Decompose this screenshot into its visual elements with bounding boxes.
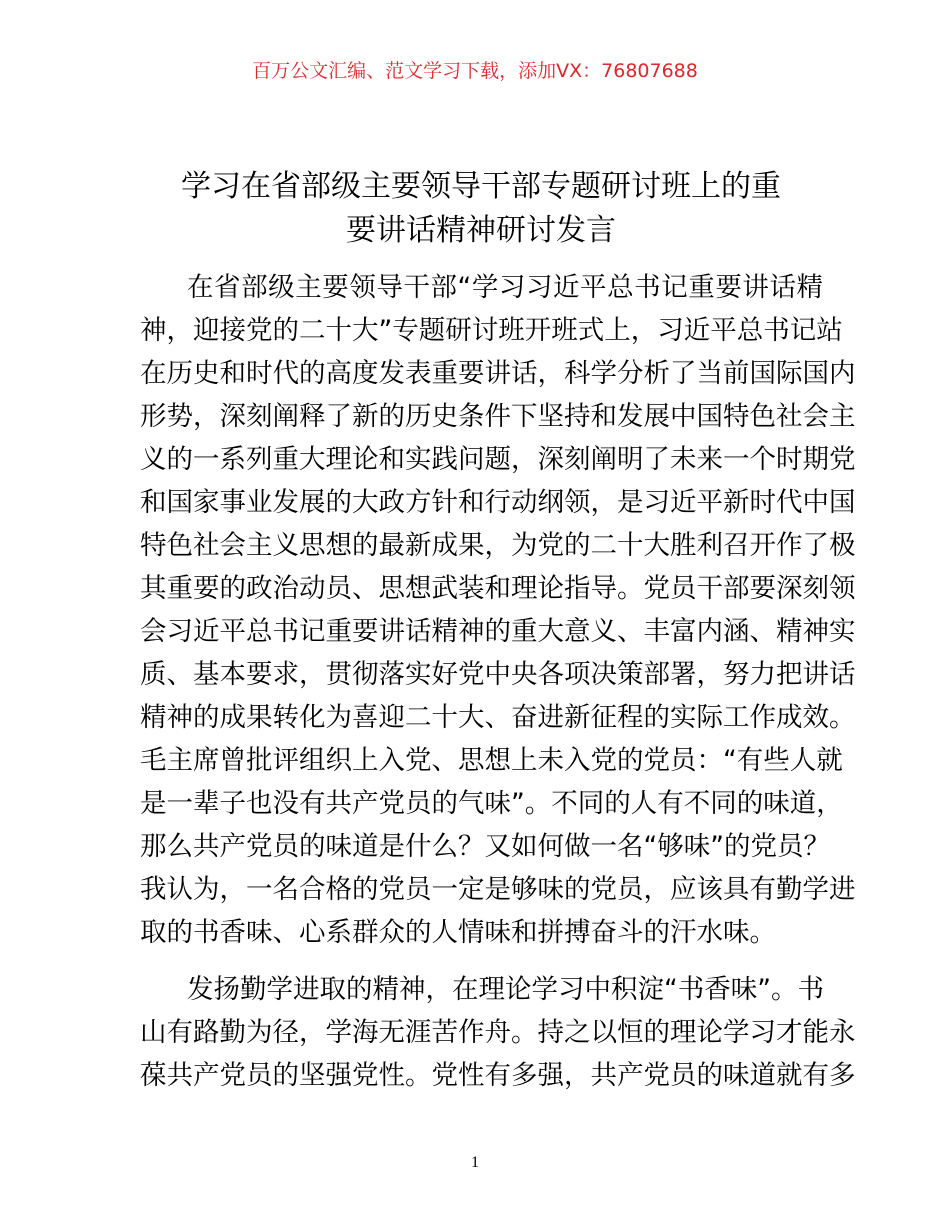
document-title (140, 165, 822, 253)
title-line-1: 学习在省部级主要领导干部专题研讨班上的重 (181, 169, 781, 204)
text-line: 在历史和时代的高度发表重要讲话，科学分析了当前国际国内 (140, 358, 856, 389)
text-line: 我认为，一名合格的党员一定是够味的党员，应该具有勤学进 (140, 874, 856, 905)
text-line: 质、基本要求，贯彻落实好党中央各项决策部署，努力把讲话 (140, 659, 856, 690)
text-line: 其重要的政治动员、思想武装和理论指导。党员干部要深刻领 (140, 573, 856, 604)
text-line: 精神的成果转化为喜迎二十大、奋进新征程的实际工作成效。 (140, 702, 856, 733)
text-line: 特色社会主义思想的最新成果，为党的二十大胜利召开作了极 (140, 530, 856, 561)
text-line: 神，迎接党的二十大”专题研讨班开班式上，习近平总书记站 (140, 315, 843, 346)
text-line: 是一辈子也没有共产党员的气味”。不同的人有不同的味道， (140, 788, 843, 819)
text-line: 那么共产党员的味道是什么？又如何做一名“够味”的党员？ (140, 831, 830, 862)
watermark-header: 百万公文汇编、范文学习下载，添加VX：76807688 (252, 60, 698, 82)
title-line-2: 要讲话精神研讨发言 (346, 213, 616, 248)
text-line: 发扬勤学进取的精神，在理论学习中积淀“书香味”。书 (187, 974, 824, 1005)
text-line: 会习近平总书记重要讲话精神的重大意义、丰富内涵、精神实 (140, 616, 856, 647)
text-line: 形势，深刻阐释了新的历史条件下坚持和发展中国特色社会主 (140, 401, 856, 432)
text-line: 山有路勤为径，学海无涯苦作舟。持之以恒的理论学习才能永 (140, 1017, 856, 1048)
text-line: 和国家事业发展的大政方针和行动纲领，是习近平新时代中国 (140, 487, 856, 518)
text-line: 毛主席曾批评组织上入党、思想上未入党的党员：“有些人就 (140, 745, 843, 776)
page-number: 1 (471, 1154, 479, 1171)
text-line: 在省部级主要领导干部“学习习近平总书记重要讲话精 (187, 272, 823, 303)
text-line: 葆共产党员的坚强党性。党性有多强，共产党员的味道就有多 (140, 1060, 856, 1091)
text-line: 义的一系列重大理论和实践问题，深刻阐明了未来一个时期党 (140, 444, 856, 475)
paragraph-2 (140, 968, 856, 1097)
text-line: 取的书香味、心系群众的人情味和拼搏奋斗的汗水味。 (140, 917, 776, 948)
paragraph-1 (140, 266, 856, 954)
